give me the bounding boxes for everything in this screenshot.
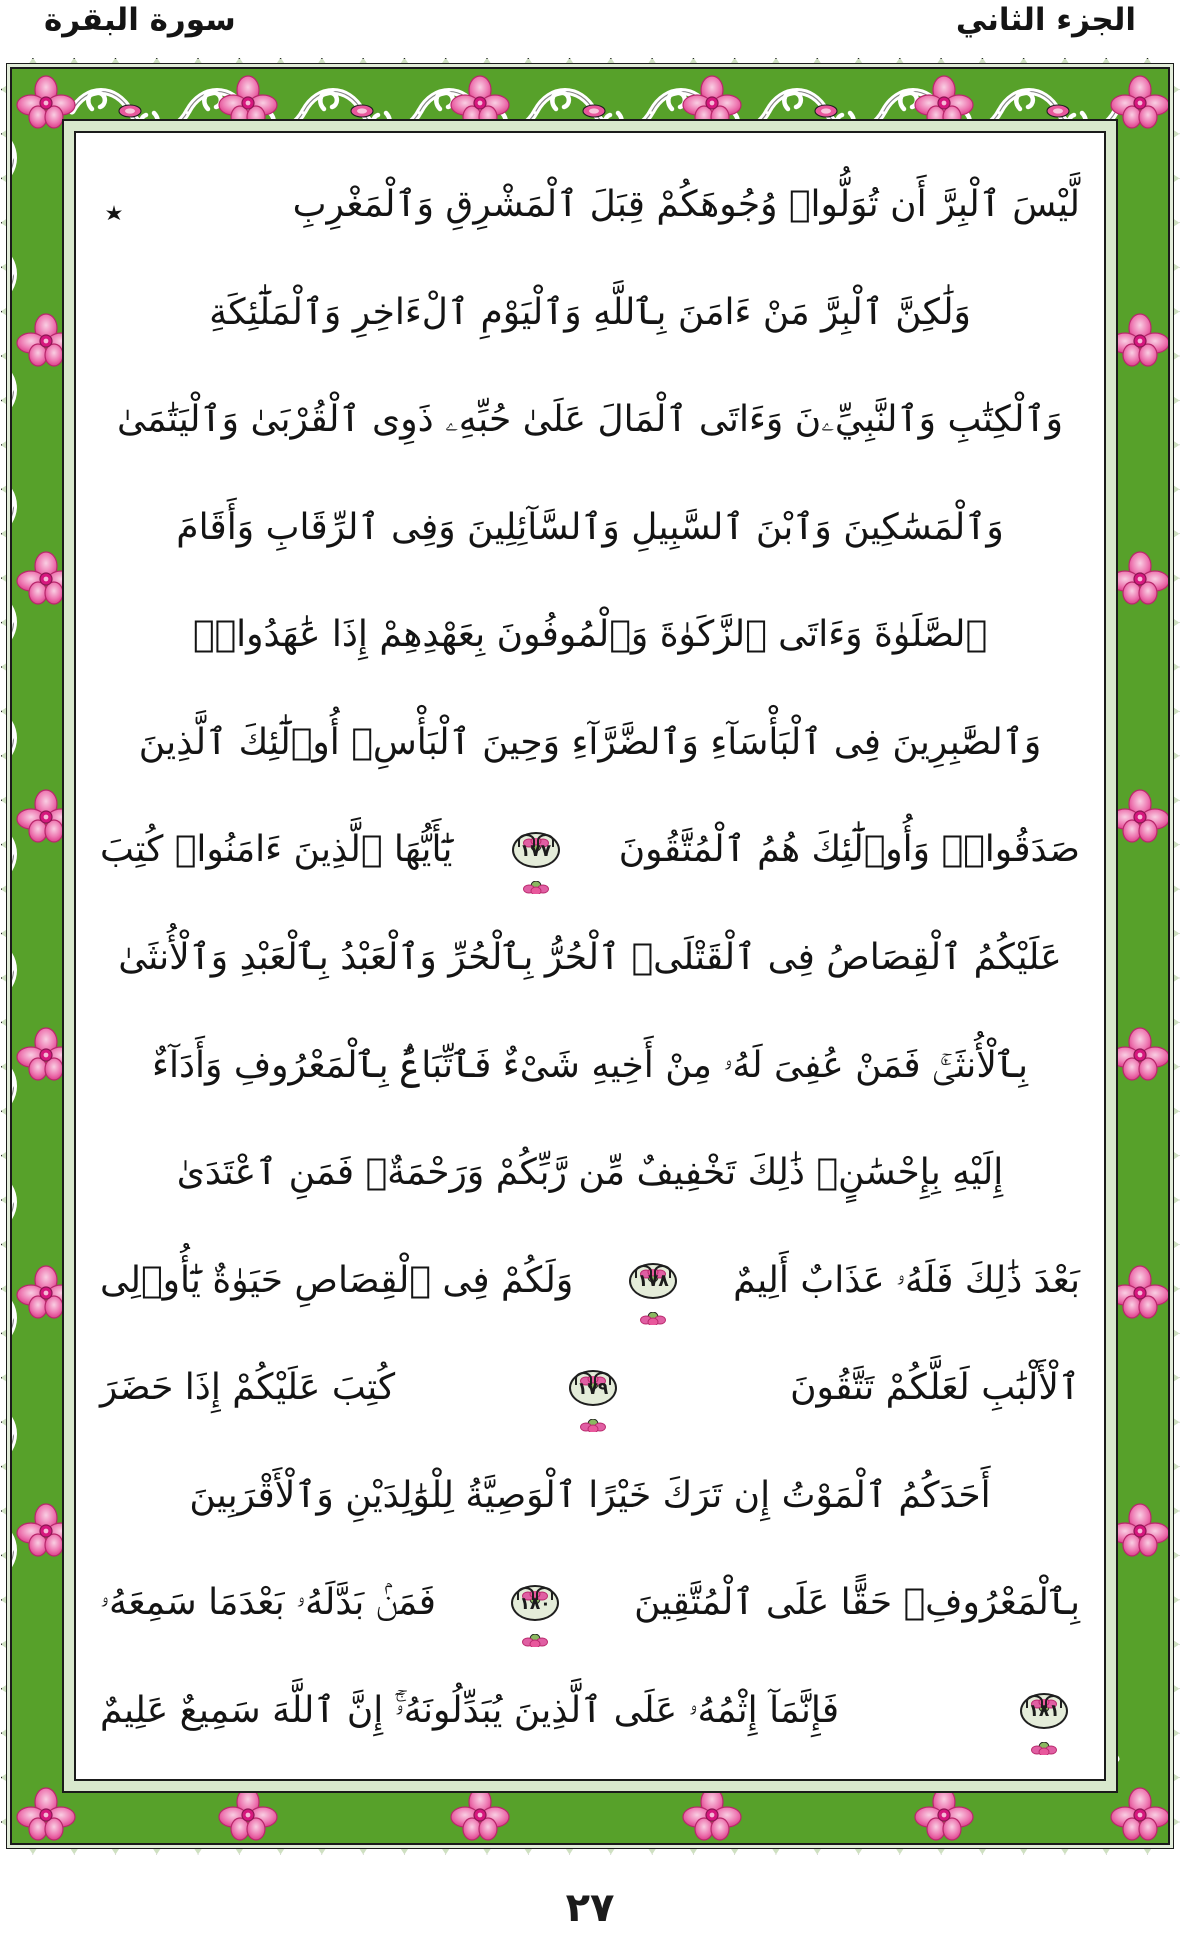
ruku-star-icon <box>104 195 124 215</box>
page-header <box>0 0 1180 62</box>
quran-line <box>100 1444 1080 1548</box>
quran-text-segment: صَدَقُوا۟ۖ وَأُو۟لَٰٓئِكَ هُمُ ٱلْمُتَّقُونَ <box>618 829 1080 871</box>
quran-text-segment: فَمَنۢ بَدَّلَهُۥ بَعْدَمَا سَمِعَهُۥ <box>100 1582 436 1624</box>
rosette-flower-bottom-icon <box>1031 1726 1057 1739</box>
quran-line <box>100 368 1080 472</box>
quran-text-segment: فَإِنَّمَآ إِثْمُهُۥ عَلَى ٱلَّذِينَ يُبَدِّلُونَهُۥٓۚ إِنَّ ٱللَّهَ سَمِيعٌ عَلِيمٌ <box>100 1689 840 1731</box>
quran-line <box>100 153 1080 257</box>
juz-label: الجزء الثاني <box>955 2 1136 38</box>
quran-line <box>100 1551 1080 1655</box>
surah-label: سورة البقرة <box>44 2 236 38</box>
ornamental-frame <box>6 63 1174 1849</box>
ayah-number-text: ١٧٨ <box>637 1271 669 1292</box>
rosette-flower-bottom-icon <box>523 865 549 878</box>
rosette-flower-bottom-icon <box>580 1403 606 1416</box>
quran-text-segment: لَّيْسَ ٱلْبِرَّ أَن تُوَلُّوا۟ وُجُوهَكُمْ قِبَلَ ٱلْمَشْرِقِ وَٱلْمَغْرِبِ <box>292 184 1080 225</box>
ayah-number-marker[interactable] <box>1016 1688 1072 1734</box>
ayah-number-marker[interactable] <box>625 1258 681 1304</box>
quran-line <box>100 1659 1080 1763</box>
quran-text-segment: كُتِبَ عَلَيْكُمْ إِذَا حَضَرَ <box>100 1367 396 1409</box>
ayah-number-text: ١٧٩ <box>577 1378 609 1399</box>
quran-text-area <box>74 131 1106 1781</box>
quran-line <box>100 476 1080 580</box>
ayah-number-marker[interactable] <box>507 1580 563 1626</box>
quran-line <box>100 691 1080 795</box>
quran-line <box>100 261 1080 365</box>
quran-text-segment: وَلَٰكِنَّ ٱلْبِرَّ مَنْ ءَامَنَ بِٱللَّهِ وَٱلْيَوْمِ ٱلْءَاخِرِ وَٱلْمَلَٰٓئِكَةِ <box>209 291 971 333</box>
quran-text-segment: ٱلصَّلَوٰةَ وَءَاتَى ٱلزَّكَوٰةَ وَٱلْمُوفُونَ بِعَهْدِهِمْ إِذَا عَٰهَدُوا۟ۖ <box>192 614 988 656</box>
ayah-number-text: ١٨١ <box>1028 1701 1060 1722</box>
quran-line <box>100 906 1080 1010</box>
quran-line <box>100 1229 1080 1333</box>
quran-text-segment: وَلَكُمْ فِى ٱلْقِصَاصِ حَيَوٰةٌ يَٰٓأُو۟لِى <box>100 1259 574 1301</box>
quran-text-segment: يَٰٓأَيُّهَا ٱلَّذِينَ ءَامَنُوا۟ كُتِبَ <box>100 829 453 871</box>
page-number: ٢٧ <box>565 1885 615 1931</box>
quran-line <box>100 1121 1080 1225</box>
quran-text-segment: بِٱلْمَعْرُوفِۖ حَقًّا عَلَى ٱلْمُتَّقِينَ <box>634 1582 1080 1624</box>
quran-line <box>100 583 1080 687</box>
quran-text-segment: وَٱلصَّٰبِرِينَ فِى ٱلْبَأْسَآءِ وَٱلضَّرَّآءِ وَحِينَ ٱلْبَأْسِۗ أُو۟لَٰٓئِكَ ٱلَّذِينَ <box>138 721 1042 763</box>
quran-text-segment: عَلَيْكُمُ ٱلْقِصَاصُ فِى ٱلْقَتْلَىۖ ٱلْحُرُّ بِٱلْحُرِّ وَٱلْعَبْدُ بِٱلْعَبْدِ وَٱلْأُنثَىٰ <box>118 936 1062 978</box>
rosette-flower-bottom-icon <box>522 1618 548 1631</box>
ayah-number-marker[interactable] <box>508 827 564 873</box>
quran-line <box>100 1014 1080 1118</box>
quran-text-segment: إِلَيْهِ بِإِحْسَٰنٍۗ ذَٰلِكَ تَخْفِيفٌ مِّن رَّبِّكُمْ وَرَحْمَةٌۗ فَمَنِ ٱعْتَدَىٰ <box>176 1152 1004 1194</box>
quran-text-segment: ٱلْأَلْبَٰبِ لَعَلَّكُمْ تَتَّقُونَ <box>790 1367 1080 1409</box>
quran-text-segment: وَٱلْكِتَٰبِ وَٱلنَّبِيِّۦنَ وَءَاتَى ٱلْمَالَ عَلَىٰ حُبِّهِۦ ذَوِى ٱلْقُرْبَىٰ وَٱلْيَتَٰمَىٰ <box>117 399 1063 441</box>
quran-text-segment: بَعْدَ ذَٰلِكَ فَلَهُۥ عَذَابٌ أَلِيمٌ <box>733 1259 1080 1301</box>
quran-text-segment: أَحَدَكُمُ ٱلْمَوْتُ إِن تَرَكَ خَيْرًا ٱلْوَصِيَّةُ لِلْوَٰلِدَيْنِ وَٱلْأَقْرَبِينَ <box>189 1474 991 1516</box>
rosette-flower-bottom-icon <box>640 1296 666 1309</box>
ayah-number-text: ١٧٧ <box>520 840 552 861</box>
quran-text-segment: وَٱلْمَسَٰكِينَ وَٱبْنَ ٱلسَّبِيلِ وَٱلسَّآئِلِينَ وَفِى ٱلرِّقَابِ وَأَقَامَ <box>176 506 1004 548</box>
quran-text-segment: بِٱلْأُنثَىٰۚ فَمَنْ عُفِىَ لَهُۥ مِنْ أَخِيهِ شَىْءٌ فَٱتِّبَاعٌۢ بِٱلْمَعْرُوفِ وَأَدَآءٌ <box>152 1044 1028 1086</box>
rosette-flower-top-icon <box>640 1253 666 1266</box>
quran-line <box>100 1336 1080 1440</box>
rosette-flower-top-icon <box>1031 1683 1057 1696</box>
quran-line <box>100 798 1080 902</box>
ayah-number-text: ١٨٠ <box>519 1593 551 1614</box>
ayah-number-marker[interactable] <box>565 1365 621 1411</box>
